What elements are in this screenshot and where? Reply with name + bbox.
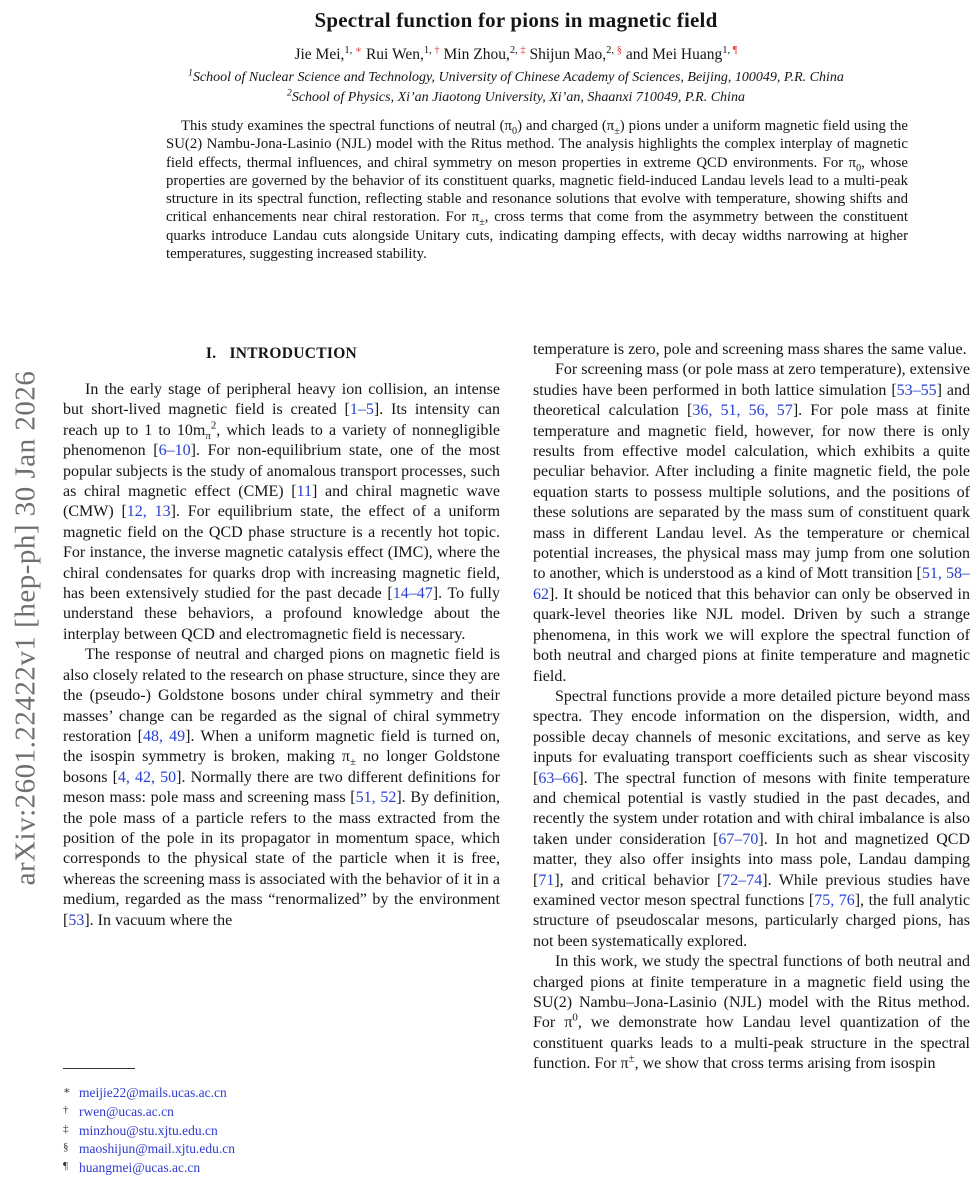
body-paragraph: In this work, we study the spectral functions of both neutral and charged pions at finite temperature in a magnetic field using the SU(2) Nambu–Jona-Lasinio (NJL) model with the Ritus method. For $\pi^0$, we demonstrate how Landau level quantization of the constituent quarks leads to a multi-peak structure in the spectral function. For π±, we show that cross terms arising from isospin: [533, 953, 971, 1073]
footnote-marker: ∗: [63, 1085, 71, 1097]
paper-header: [60, 0, 972, 108]
citation-link[interactable]: 75, 76: [814, 891, 855, 909]
footnote-marker: ‡: [63, 1122, 69, 1135]
footnote-email-link[interactable]: meijie22@mails.ucas.ac.cn: [79, 1085, 227, 1100]
section-heading-introduction: [63, 345, 500, 363]
footnote-item: [63, 1084, 503, 1103]
footnote-email-link[interactable]: maoshijun@mail.xjtu.edu.cn: [79, 1141, 236, 1157]
footnote-item: [63, 1140, 503, 1159]
footnote-item: [63, 1159, 503, 1178]
footnote-symbol: ¶: [732, 44, 738, 56]
footnote-marker: †: [63, 1103, 69, 1116]
citation-link[interactable]: 72–74: [722, 871, 763, 889]
citation-link[interactable]: 51, 58–62: [533, 565, 970, 603]
footnote-block: [63, 1068, 503, 1178]
footnote-symbol: §: [616, 44, 622, 56]
footnote-marker: §: [63, 1141, 69, 1154]
body-paragraph: Spectral functions provide a more detailed picture beyond mass spectra. They encode information on the dispersion, width, and possible decay channels of mesonic excitations, and serve as key inputs for evaluating transport coefficients such as shear viscosity [63–66]. The spectral function of mesons with finite temperature and chemical potential is vastly studied in the past decades, and recently the system under rotation and with chiral imbalance is also taken under consideration [67–70]. In hot and magnetized QCD matter, they also offer insights into mass pole, Landau damping [71], and critical behavior [72–74]. While previous studies have examined vector meson spectral functions [75, 76], the full analytic structure of pseudoscalar mesons, particularly charged pions, has not been systematically explored.: [533, 687, 971, 950]
section-title: INTRODUCTION: [229, 345, 358, 362]
abstract: This study examines the spectral functions of neutral $(\pi_0)$ and charged $(\pi_\pm)$ pions under a uniform magnetic field using the SU(2) Nambu-Jona-Lasinio (NJL) model with the Ritus method. The analysis highlights the complex interplay of magnetic field effects, thermal influences, and chiral symmetry on meson properties in extreme QCD environments. For $\pi_0$, whose properties are governed by the behavior of its constituent quarks, magnetic field-induced Landau levels lead to a multi-peak structure in its spectral function, reflecting stable and resonance solutions that evolve with temperature, showing shifts and critical enhancements near chiral restoration. For $\pi_\pm$, cross terms that come from the asymmetry between the constituent quarks introduce Landau cuts alongside Unitary cuts, indicating damping effects, with decay widths narrowing at higher temperatures, suggesting increased stability.: [166, 118, 908, 263]
section-number: I.: [205, 345, 217, 362]
footnote-email-link[interactable]: rwen@ucas.ac.cn: [79, 1103, 174, 1119]
footnote-symbol: †: [434, 44, 440, 56]
body-paragraph: The response of neutral and charged pions on magnetic field is also closely related to the research on phase structure, since they are the (pseudo-) Goldstone bosons under chiral symmetry and their masses’ change can be regarded as the signal of chiral symmetry restoration [48, 49]. When a uniform magnetic field is turned on, the isospin symmetry is broken, making $\pi_\pm$ no longer Goldstone bosons [4, 42, 50]. Normally there are two different definitions for meson mass: pole mass and screening mass [51, 52]. By definition, the pole mass of a particle refers to the mass extracted from the position of the pole in its propagator in momentum space, which corresponds to the physical state of the particle when it is free, whereas the screening mass is associated with the behavior of it in a medium, regarded as the mass “renormalized” by the environment [53]. In vacuum where the: [63, 646, 501, 929]
citation-link[interactable]: 51, 52: [355, 789, 397, 807]
citation-link[interactable]: 11: [296, 483, 312, 501]
citation-link[interactable]: 1–5: [349, 401, 374, 419]
left-column: [63, 340, 500, 1075]
footnote-item: [63, 1122, 503, 1141]
affiliation-2: $^2$School of Physics, Xi’an Jiaotong University, Xi’an, Shaanxi 710049, P.R. China: [287, 88, 745, 105]
footnote-symbol: ‡: [520, 44, 526, 56]
citation-link[interactable]: 53–55: [896, 381, 937, 399]
footnote-email-link[interactable]: huangmei@ucas.ac.cn: [79, 1160, 201, 1176]
citation-link[interactable]: 36, 51, 56, 57: [692, 402, 793, 420]
footnote-rule: [63, 1068, 135, 1069]
footnote-marker: ¶: [63, 1160, 68, 1173]
author-line: Jie Mei,$^{1, ∗}$ Rui Wen,$^{1, \dagger}$ Min Zhou,$^{2, \ddagger}$ Shijun Mao,$^{2, \S}$ and Mei Huang$^{1, \P}$: [294, 44, 738, 63]
affiliations: [60, 68, 972, 108]
body-paragraph: In the early stage of peripheral heavy ion collision, an intense but short-lived magnetic field is created [1–5]. Its intensity can reach up to 1 to $10m_\pi^2$, which leads to a variety of nonnegligible phenomenon [6–10]. For non-equilibrium state, one of the most popular subjects is the study of anomalous transport processes, such as chiral magnetic effect (CME) [11] and chiral magnetic wave (CMW) [12, 13]. For equilibrium state, the effect of a uniform magnetic field on the QCD phase structure is a recently hot topic. For instance, the inverse magnetic catalysis effect (IMC), where the chiral condensates for quarks drop with increasing magnetic field, has been extensively studied for the past decade [14–47]. To fully understand these behaviors, a profound knowledge about the interplay between QCD and electromagnetic field is necessary.: [63, 381, 501, 643]
citation-link[interactable]: 67–70: [718, 830, 759, 848]
body-paragraph: temperature is zero, pole and screening mass shares the same value.: [533, 341, 967, 358]
footnote-item: [63, 1103, 503, 1122]
body-paragraph: For screening mass (or pole mass at zero temperature), extensive studies have been performed in both lattice simulation [53–55] and theoretical calculation [36, 51, 56, 57]. For pole mass at finite temperature and magnetic field, however, for now there is only results from effective model calculation, which exhibits a quite peculiar behavior. After including a finite magnetic field, the pole equation starts to possess multiple solutions, and the positions of these solutions are separated by the mass sum of constituent quark mass in different Landau level. As the temperature or chemical potential increases, the physical mass may jump from one solution to another, which is understood as a kind of Mott transition [51, 58–62]. It should be noticed that this behavior can only be observed in quark-level theories like NJL model. Driven by such a strange phenomena, in this work we will explore the spectral function of both neutral and charged pions at finite temperature and magnetic field.: [533, 361, 971, 685]
citation-link[interactable]: 6–10: [158, 442, 191, 460]
right-column: [533, 340, 970, 1075]
arxiv-stamp: arXiv:2601.22422v1 [hep-ph] 30 Jan 2026: [9, 370, 42, 886]
footnote-email-link[interactable]: minzhou@stu.xjtu.edu.cn: [79, 1122, 218, 1138]
footnote-symbol: ∗: [354, 44, 363, 56]
citation-link[interactable]: 48, 49: [142, 727, 186, 745]
body-columns: [63, 340, 970, 1075]
citation-link[interactable]: 14–47: [392, 585, 433, 603]
citation-link[interactable]: 12, 13: [126, 503, 171, 521]
citation-link[interactable]: 4, 42, 50: [117, 768, 177, 786]
citation-link[interactable]: 53: [68, 911, 85, 929]
paper-title: Spectral function for pions in magnetic field: [314, 8, 718, 32]
affiliation-1: $^1$School of Nuclear Science and Technology, University of Chinese Academy of Sciences, Beijing, 100049, P.R. China: [188, 68, 844, 85]
citation-link[interactable]: 71: [538, 871, 555, 889]
citation-link[interactable]: 63–66: [538, 769, 579, 787]
